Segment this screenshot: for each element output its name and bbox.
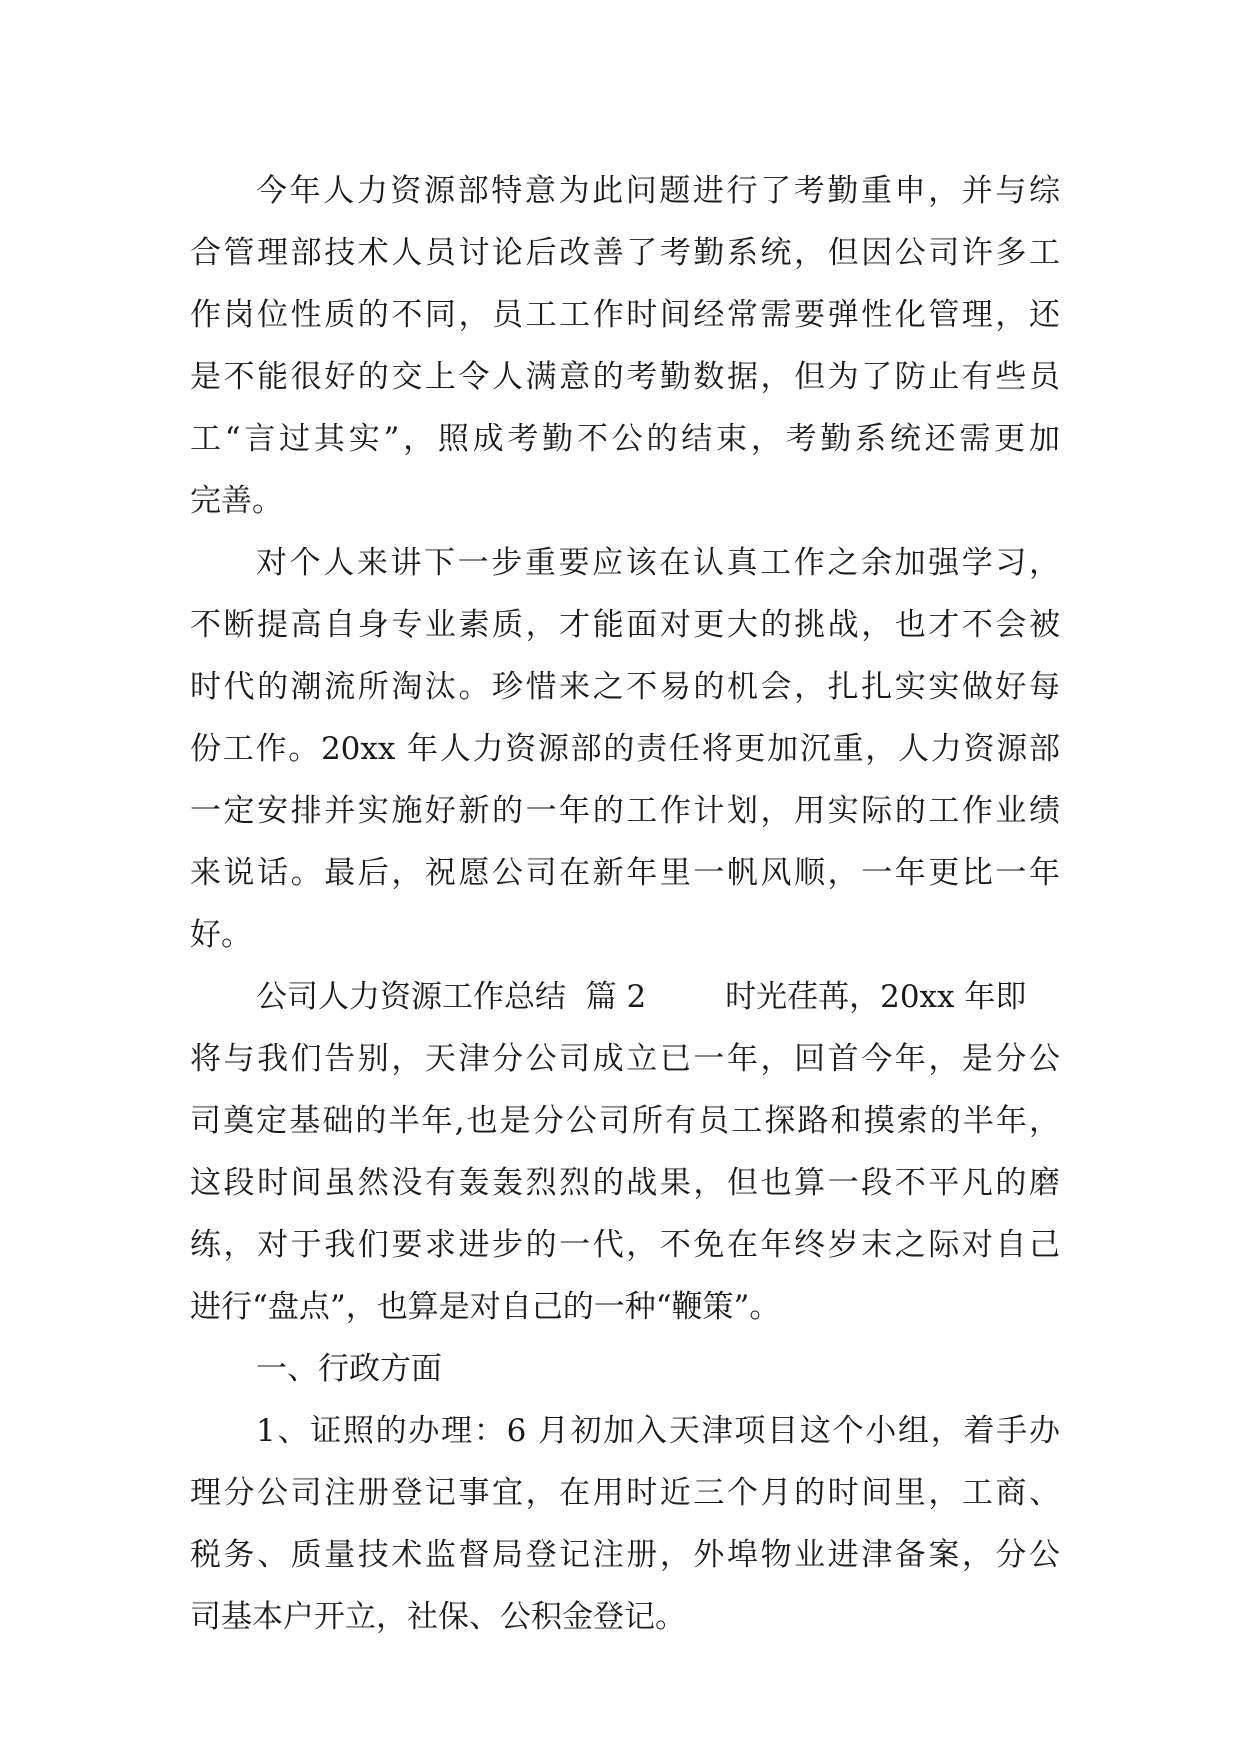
text-line: 完善。 — [190, 483, 283, 519]
text-line: 司奠定基础的半年,也是分公司所有员工探路和摸索的半年， — [190, 1103, 1060, 1139]
text-line: 是不能很好的交上令人满意的考勤数据，但为了防止有些员 — [190, 359, 1060, 395]
text-line: 来说话。最后，祝愿公司在新年里一帆风顺，一年更比一年 — [190, 855, 1060, 891]
text-line: 时代的潮流所淘汰。珍惜来之不易的机会，扎扎实实做好每 — [190, 669, 1060, 705]
text-line: 司基本户开立，社保、公积金登记。 — [190, 1599, 686, 1635]
text-line: 对个人来讲下一步重要应该在认真工作之余加强学习， — [256, 545, 1060, 581]
text-line: 作岗位性质的不同，员工工作时间经常需要弹性化管理，还 — [190, 297, 1060, 333]
text-line: 练，对于我们要求进步的一代，不免在年终岁末之际对自己 — [190, 1227, 1060, 1263]
text-line: 份工作。20xx 年人力资源部的责任将更加沉重，人力资源部 — [190, 731, 1060, 767]
text-line: 公司人力资源工作总结 篇 2 时光荏苒，20xx 年即 — [256, 979, 1027, 1015]
text-line: 进行“盘点”，也算是对自己的一种“鞭策”。 — [190, 1289, 781, 1325]
text-line: 好。 — [190, 917, 252, 953]
section-heading: 一、行政方面 — [256, 1351, 442, 1387]
text-line: 工“言过其实”，照成考勤不公的结束，考勤系统还需更加 — [190, 421, 1060, 457]
text-line: 一定安排并实施好新的一年的工作计划，用实际的工作业绩 — [190, 793, 1060, 829]
document-body — [190, 160, 1060, 1648]
text-line: 将与我们告别，天津分公司成立已一年，回首今年，是分公 — [190, 1041, 1060, 1077]
text-line: 这段时间虽然没有轰轰烈烈的战果，但也算一段不平凡的磨 — [190, 1165, 1060, 1201]
text-line: 税务、质量技术监督局登记注册，外埠物业进津备案，分公 — [190, 1537, 1060, 1573]
text-line: 理分公司注册登记事宜，在用时近三个月的时间里，工商、 — [190, 1475, 1060, 1511]
text-line: 不断提高自身专业素质，才能面对更大的挑战，也才不会被 — [190, 607, 1060, 643]
text-line: 今年人力资源部特意为此问题进行了考勤重申，并与综 — [256, 173, 1060, 209]
text-line: 合管理部技术人员讨论后改善了考勤系统，但因公司许多工 — [190, 235, 1060, 271]
text-line: 1、证照的办理：6 月初加入天津项目这个小组，着手办 — [256, 1413, 1060, 1449]
